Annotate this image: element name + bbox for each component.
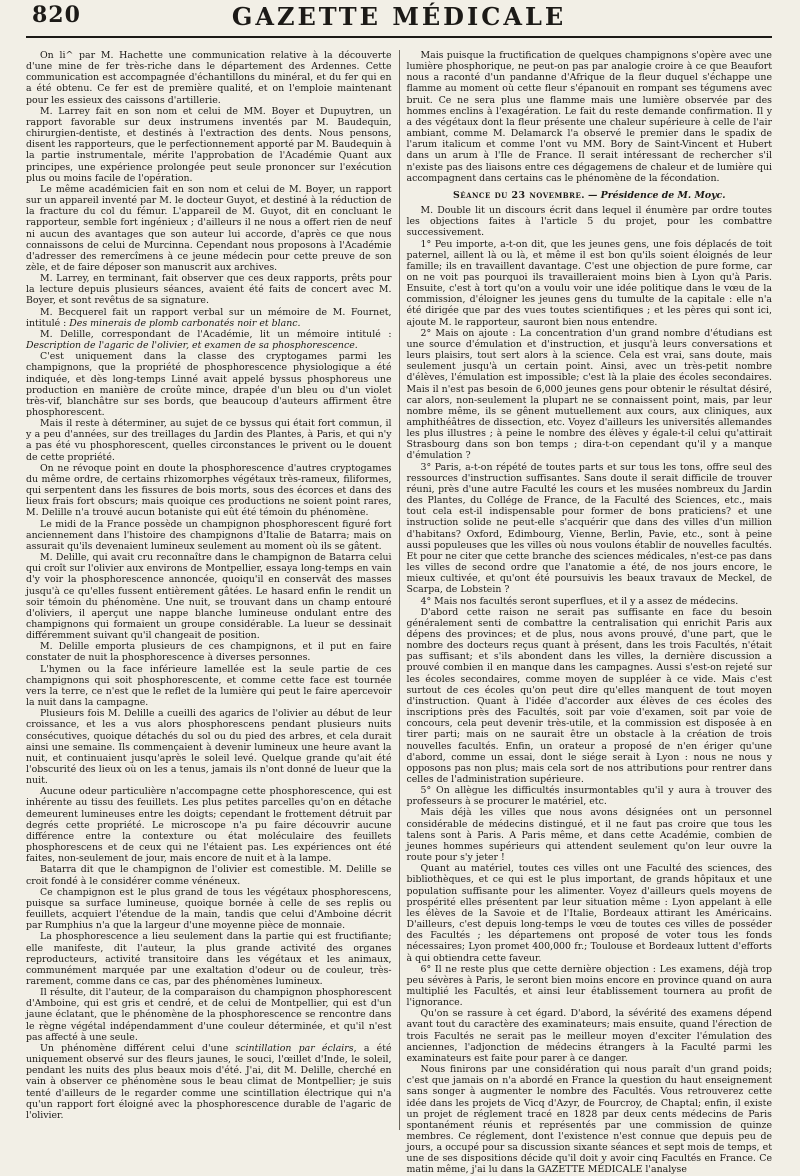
paragraph: Il résulte, dit l'auteur, de la comparaison du champignon phosphorescent d'Amboine, qui est gris et cendré, et de celui de Montpellier, qui est d'un jaune éclatant, que le phénomène de la phosphorescence se rencontre dans le règne végétal indépendamment d'une couleur déterminée, et qu'il n'est pas affecté à une seule.: [26, 987, 392, 1043]
paragraph: Batarra dit que le champignon de l'olivier est comestible. M. Delille se croit fondé à le considérer comme vénéneux.: [26, 864, 392, 887]
page-number: 820: [32, 2, 81, 28]
paragraph-text: M. Becquerel fait un rapport verbal sur un mémoire de M. Fournet, intitulé :: [26, 306, 392, 329]
paragraph: [26, 1043, 392, 1121]
emphasis: scintillation par éclairs: [235, 1042, 354, 1054]
left-column: [26, 50, 392, 1130]
paragraph: M. Double lit un discours écrit dans lequel il énumère par ordre toutes les objections faites à l'article 5 du projet, pour les combattre successivement.: [406, 205, 772, 239]
paragraph: C'est uniquement dans la classe des cryptogames parmi les champignons, que la propriété de phosphorescence physiologique a été indiquée, et dès long-temps Linné avait appelé byssus phosphoreus une production en manière de croûte mince, drapée d'un bleu ou d'un violet très-vif, blanchâtre sur ses bords, que beaucoup d'auteurs affirment être phosphorescent.: [26, 351, 392, 418]
paragraph: [26, 307, 392, 329]
paragraph: La phosphorescence a lieu seulement dans la partie qui est fructifiante; elle manifeste, dit l'auteur, la plus grande activité des organes reproducteurs, activité transitoire dans les végétaux et les animaux, communément marquée par une exaltation d'odeur ou de couleur, très-rarement, comme dans ce cas, par des phénomènes lumineux.: [26, 931, 392, 987]
column-rule: [399, 50, 400, 1130]
paragraph: Mais déjà les villes que nous avons désignées ont un personnel considérable de médecins distingué, et il ne faut pas croire que tous les talens sont à Paris. A Paris même, et dans cette Académie, combien de jeunes hommes supérieurs qui attendent seulement qu'on leur ouvre la route pour s'y jeter !: [406, 807, 772, 864]
paragraph: Le même académicien fait en son nom et celui de M. Boyer, un rapport sur un appareil inventé par M. le docteur Guyot, et destiné à la réduction de la fracture du col du fémur. L'appareil de M. Guyot, dit en concluant le rapporteur, semble fort ingénieux ; d'ailleurs il ne nous a offert rien de neuf ni aucun des avantages que son auteur lui accorde, d'après ce que nous connaissons de celui de Murcinna. Cependant nous proposons à l'Académie d'adresser des remercîmens à ce jeune médecin pour cette preuve de son zèle, et de faire déposer son manuscrit aux archives.: [26, 183, 392, 273]
paragraph: M. Larrey fait en son nom et celui de MM. Boyer et Dupuytren, un rapport favorable sur deux instrumens inventés par M. Baudequin, chirurgien-dentiste, et destinés à l'extraction des dents. Nous pensons, disent les rapporteurs, que le perfectionnement apporté par M. Baudequin à la partie instrumentale, mérite l'approbation de l'Académie Quant aux principes, une expérience prolongée peut seule prononcer sur l'exécution plus ou moins facile de l'opération.: [26, 105, 392, 184]
memoir-title: Des minerais de plomb carbonatés noir et blanc.: [69, 317, 301, 329]
paragraph: [26, 329, 392, 351]
paragraph: On li^ par M. Hachette une communication relative à la découverte d'une mine de fer très-riche dans le département des Ardennes. Cette communication est accompagnée d'échantillons du minéral, et du fer qui en a été obtenu. Ce fer est de première qualité, et on l'emploie maintenant pour les essieux des caissons d'artillerie.: [26, 50, 392, 106]
session-heading: [407, 190, 773, 201]
memoir-title: Description de l'agaric de l'olivier, et examen de sa phosphorescence.: [26, 340, 358, 352]
paragraph: On ne révoque point en doute la phosphorescence d'autres cryptogames du même ordre, de certains rhizomorphes végétaux très-rameux, filiformes, qui serpentent dans les fissures de bois morts, sous des écorces et dans des lieux frais fort obscurs; mais quoique ces productions ne soient point rares, M. Delille n'a trouvé aucun botaniste qui eût été témoin du phénomène.: [26, 462, 392, 519]
paragraph-text: M. Delille, correspondant de l'Académie, lit un mémoire intitulé :: [40, 328, 392, 340]
journal-title: GAZETTE MÉDICALE: [231, 2, 567, 31]
columns: [26, 50, 772, 1176]
paragraph: 3° Paris, a-t-on répété de toutes parts et sur tous les tons, offre seul des ressources d'instruction suffisantes. Sans doute il serait difficile de trouver réuni, près d'une autre Faculté les cours et les musées nombreux du Jardin des Plantes, du Collége de France, de la Faculté des Sciences, etc., mais tout cela est-il indispensable pour former de bons praticiens? et une instruction solide ne peut-elle s'acquérir que dans des villes d'un million d'habitans? Oxford, Edimbourg, Vienne, Berlin, Pavie, etc., sont à peine aussi populeuses que les villes où nous voulons établir de nouvelles facultés. Et pour ne citer que cette branche des sciences médicales, n'est-ce pas dans les villes de second ordre que l'anatomie a été, de nos jours encore, le mieux cultivée, et qu'ont été poursuivis les beaux travaux de Meckel, de Scarpa, de Lobstein ?: [406, 461, 772, 596]
paragraph: L'hymen ou la face inférieure lamellée est la seule partie de ces champignons qui soit phosphorescente, et comme cette face est tournée vers la terre, ce n'est que le reflet de la lumière qui peut le faire apercevoir la nuit dans la campagne.: [26, 663, 392, 709]
paragraph: Nous finirons par une considération qui nous paraît d'un grand poids; c'est que jamais on n'a abordé en France la question du haut enseignement sans songer à augmenter le nombre des Facultés. Vous retrouverez cette idée dans les projets de Vicq d'Azyr, de Fourcroy, de Chaptal; enfin, il existe un projet de réglement tracé en 1828 par deux cents médecins de Paris spontanément réunis et représentés par une commission de quinze membres. Ce réglement, dont l'existence n'est connue que depuis peu de jours, a occupé pour sa discussion sixante séances et sept mois de temps, et une de ses dispositions décide qu'il doit y avoir cinq Facultés en France. Ce matin même, j'ai lu dans la GAZETTE MÉDICALE l'analyse: [406, 1064, 772, 1176]
paragraph: M. Delille, qui avait cru reconnaître dans le champignon de Batarra celui qui croît sur l'olivier aux environs de Montpellier, essaya long-temps en vain d'y voir la phosphorescence annoncée, quoiqu'il en conservât des masses jusqu'à ce qu'elles fussent entièrement gâtées. Le hasard enfin le rendit un soir témoin du phénomène. Une nuit, se trouvant dans un champ entouré d'oliviers, il aperçut une nappe blanche lumineuse ondulant entre des champignons qui formaient un groupe considérable. La lueur se dessinait différemment suivant qu'il changeait de position.: [26, 552, 392, 642]
paragraph: 2° Mais on ajoute : La concentration d'un grand nombre d'étudians est une source d'émulation et d'instruction, et jusqu'à leurs conversations et leurs plaisirs, tout sert alors à la science. Cela est vrai, sans doute, mais seulement jusqu'à un certain point. Ainsi, avec un très-petit nombre d'élèves, l'émulation est impossible; c'est là la plaie des écoles secondaires. Mais il n'est pas besoin de 6,000 jeunes gens pour obtenir le résultat désiré, car alors, non-seulement la plupart ne se connaissent point, mais, par leur nombre même, ils se gênent mutuellement aux cours, aux cliniques, aux amphithéâtres de dissection, etc. Voyez d'ailleurs les universités allemandes les plus illustres ; à peine le nombre des élèves y égale-t-il celui qu'attirait Strasbourg dans son bon temps ; dira-t-on cependant qu'il y a manque d'émulation ?: [406, 327, 772, 462]
paragraph: Mais il reste à déterminer, au sujet de ce byssus qui était fort commun, il y a peu d'années, sur des treillages du Jardin des Plantes, à Paris, et qui n'y a pas été vu phosphorescent, quelles circonstances le privent ou le douent de cette propriété.: [26, 418, 392, 463]
paragraph: M. Delille emporta plusieurs de ces champignons, et il put en faire constater de nuit la phosphorescence à diverses personnes.: [26, 641, 392, 664]
paragraph: Qu'on se rassure à cet égard. D'abord, la sévérité des examens dépend avant tout du caractère des examinateurs; mais ensuite, quand l'érection de trois Facultés ne serait pas le meilleur moyen d'exciter l'émulation des anciennes, l'adjonction de médecins étrangers à la Faculté parmi les examinateurs est faite pour parer à ce danger.: [406, 1008, 772, 1064]
paragraph: Ce champignon est le plus grand de tous les végétaux phosphorescens, puisque sa surface lumineuse, quoique bornée à celle de ses replis ou feuillets, acquiert l'étendue de la main, tandis que celui d'Amboine décrit par Rumphius n'a que la largeur d'une moyenne pièce de monnaie.: [26, 886, 392, 932]
paragraph: Aucune odeur particulière n'accompagne cette phosphorescence, qui est inhérente au tissu des feuillets. Les plus petites parcelles qu'on en détache demeurent lumineuses entre les doigts; cependant le frottement détruit par degrés cette propriété. Le microscope n'a pu faire découvrir aucune différence entre la contexture ou état moléculaire des feuillets phosphorescens et de ceux qui ne l'étaient pas. Les expériences ont été faites, non-seulement de jour, mais encore de nuit et à la lampe.: [26, 786, 392, 865]
paragraph: Quant au matériel, toutes ces villes ont une Faculté des sciences, des bibliothèques, et ce qui est le plus important, de grands hôpitaux et une population suffisante pour les alimenter. Voyez d'ailleurs quels moyens de prospérité elles présentent par leur situation même : Lyon appelant à elle les élèves de la Savoie et de l'Italie, Bordeaux attirant les Américains. D'ailleurs, c'est depuis long-temps le vœu de toutes ces villes de posséder des Facultés ; les départemens ont proposé de voter tous les fonds nécessaires; Lyon promet 400,000 fr.; Toulouse et Bordeaux luttent d'efforts à qui obtiendra cette faveur.: [406, 863, 772, 964]
paragraph: 5° On allègue les difficultés insurmontables qu'il y aura à trouver des professeurs à se procurer le matériel, etc.: [406, 785, 772, 808]
paragraph: Le midi de la France possède un champignon phosphorescent figuré fort anciennement dans l'histoire des champignons d'Italie de Batarra; mais on assurait qu'ils devenaient lumineux seulement au moment où ils se gâtent.: [26, 518, 392, 552]
paragraph: D'abord cette raison ne serait pas suffisante en face du besoin généralement senti de combattre la centralisation qui enrichit Paris aux dépens des provinces; et de plus, nous avons prouvé, d'une part, que le nombre des docteurs reçus quant à présent, dans les trois Facultés, n'était pas suffisant; et s'ils abondent dans les villes, la dernière discussion a prouvé combien il en manque dans les campagnes. Aussi s'est-on rejeté sur les écoles secondaires, comme moyen de suppléer à ce vide. Mais c'est surtout de ces écoles qu'on peut dire qu'elles manquent de tout moyen d'instruction. Quant à l'idée d'accorder aux élèves de ces écoles des inscriptions près des Facultés, soit par voie d'examen, soit par voie de concours, cela peut devenir très-utile, et la commission est disposée à en tirer parti; mais on ne saurait être un obstacle à la création de trois nouvelles facultés. Enfin, un orateur a proposé de n'en ériger qu'une d'abord, comme un essai, dont le siége serait à Lyon : nous ne nous y opposons pas non plus; mais cela sort de nos attributions pour rentrer dans celles de l'administration supérieure.: [406, 606, 772, 785]
session-date: Séance du 23 novembre.: [452, 189, 586, 201]
paragraph: 6° Il ne reste plus que cette dernière objection : Les examens, déjà trop peu sévères à Paris, le seront bien moins encore en province quand on aura multiplié les Facultés, et ainsi leur établissement tournera au profit de l'ignorance.: [406, 963, 772, 1009]
paragraph-text: , a été uniquement observé sur des fleurs jaunes, le souci, l'œillet d'Inde, le soleil, pendant les nuits des plus beaux mois d'été. J'ai, dit M. Delille, cherché en vain à observer ce phénomène sous le beau climat de Montpellier; je suis tenté d'ailleurs de le regarder comme une scintillation électrique qui n'a qu'un rapport fort éloigné avec la phosphorescence durable de l'agaric de l'olivier.: [26, 1042, 392, 1121]
paragraph: M. Larrey, en terminant, fait observer que ces deux rapports, prêts pour la lecture depuis plusieurs séances, avaient été faits de concert avec M. Boyer, et sont revêtus de sa signature.: [26, 273, 392, 307]
paragraph-text: Un phénomène différent celui d'une: [40, 1042, 229, 1054]
right-column: [406, 50, 773, 1176]
page-header: [26, 0, 772, 38]
paragraph: 1° Peu importe, a-t-on dit, que les jeunes gens, une fois déplacés de toit paternel, aillent là ou là, et même il est bon qu'ils soient éloignés de leur famille; ils en travaillent davantage. C'est une objection de pure forme, car on ne voit pas pourquoi ils travailleraient moins bien à Lyon qu'à Paris. Ensuite, c'est à tort qu'on a voulu voir une idée politique dans le vœu de la commission, d'éloigner les jeunes gens du tumulte de la capitale : elle n'a été dirigée que par des vues toutes scientifiques ; et les pères qui sont ici, ajoute M. le rapporteur, sauront bien nous entendre.: [406, 238, 772, 328]
paragraph: 4° Mais nos facultés seront superflues, et il y a assez de médecins.: [420, 595, 739, 607]
paragraph: Mais puisque la fructification de quelques champignons s'opère avec une lumière phosphorique, ne peut-on pas par analogie croire à ce que Beaufort nous a raconté d'un pandanne d'Afrique de la fleur duquel s'échappe une flamme au moment où cette fleur s'épanouit en rompant ses tégumens avec bruit. Ce ne sera plus une flamme mais une lumière observée par des hommes enclins à l'exagération. Le fait du reste demande confirmation. Il y a des végétaux dont la fleur présente une chaleur supérieure à celle de l'air ambiant, comme M. Delamarck l'a observé le premier dans le spadix de l'arum italicum et comme l'ont vu MM. Bory de Saint-Vincent et Hubert dans un arum à l'Ile de France. Il serait intéressant de rechercher s'il n'existe pas des liaisons entre ces dégagemens de chaleur et de lumière qui accompagnent dans certains cas le phénomène de la fécondation.: [406, 50, 772, 184]
paragraph: Plusieurs fois M. Delille a cueilli des agarics de l'olivier au début de leur croissance, et les a vus alors phosphorescens pendant plusieurs nuits consécutives, quoique détachés du sol ou du pied des arbres, et cela durait ainsi une semaine. Ils commençaient à devenir lumineux une heure avant la nuit, et continuaient jusqu'après le soleil levé. Quelque grande qu'ait été l'obscurité des lieux où on les a tenus, jamais ils n'ont donné de lueur que la nuit.: [26, 708, 392, 787]
session-president: — Présidence de M. Moyc.: [588, 189, 726, 201]
